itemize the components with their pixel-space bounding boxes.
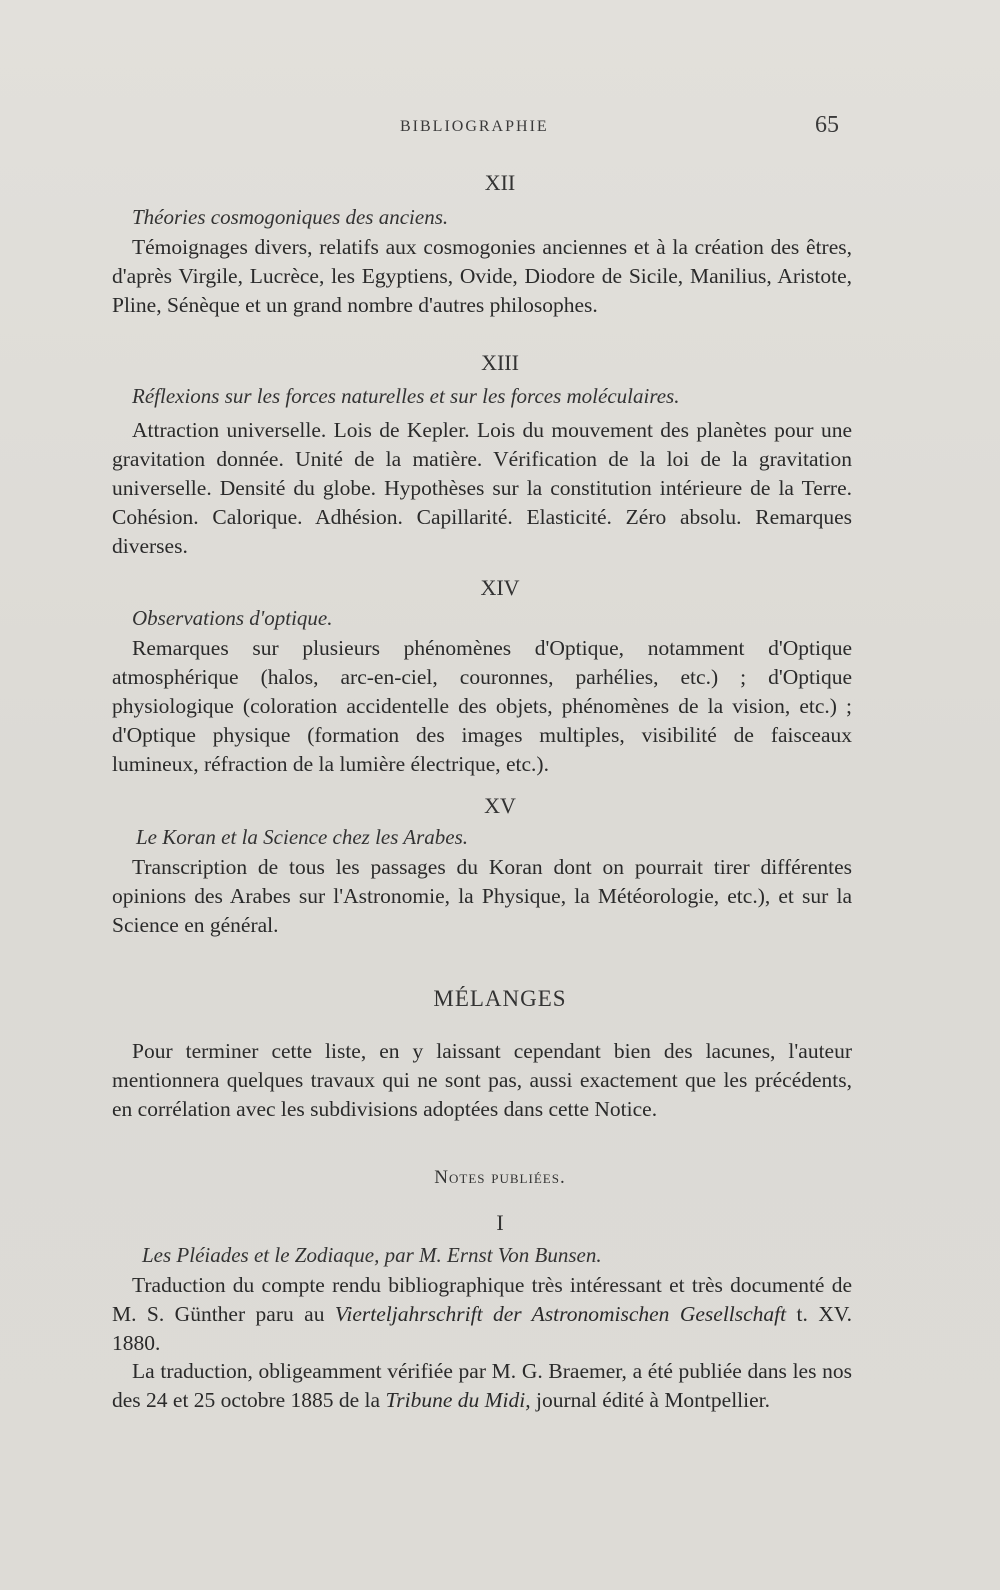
notes-p1-end: t. XV. 1880. [112,1302,852,1355]
section-title: Réflexions sur les forces naturelles et sur les forces moléculaires. [132,384,680,408]
notes-p2-text: La traduction, obligeamment vérifiée par M. G. Braemer, a été publiée dans les nos des 24 et 25 octobre 1885 de la [112,1359,852,1412]
melanges-intro: Pour terminer cette liste, en y laissant cependant bien des lacunes, l'auteur mentionnera quelques travaux qui ne sont pas, aussi exactement que les précédents, en corrélation avec les subdivisions adoptées dans cette Notice. [112,1039,852,1121]
notes-title: Les Pléiades et le Zodiaque, par M. Ernst Von Bunsen. [142,1243,602,1267]
section-paragraph: Attraction universelle. Lois de Kepler. Lois du mouvement des planètes pour une gravitation donnée. Unité de la matière. Vérification de la loi de la gravitation universelle. Densité du globe. Hypothèses sur la constitution intérieure de la Terre. Cohésion. Calorique. Adhésion. Capillarité. Elasticité. Zéro absolu. Remarques diverses. [112,418,852,558]
journal-title: Vierteljahrschrift der Astronomischen Gesellschaft [334,1302,787,1326]
notes-heading: Notes publiées. [434,1167,566,1188]
section-number: XII [484,170,516,195]
section-paragraph: Témoignages divers, relatifs aux cosmogonies anciennes et à la création des êtres, d'après Virgile, Lucrèce, les Egyptiens, Ovide, Diodore de Sicile, Manilius, Aristote, Pline, Sénèque et un grand nombre d'autres philosophes. [112,235,852,317]
section-title: Le Koran et la Science chez les Arabes. [136,825,469,849]
section-number: XIV [480,575,520,600]
notes-paragraph [112,1357,852,1415]
section-number: XIII [481,350,519,375]
notes-p2-end: journal édité à Montpellier. [530,1388,771,1412]
notes-p1-text: Traduction du compte rendu bibliographique très intéressant et très documenté de M. S. Günther paru au [112,1273,852,1326]
section-title: Observations d'optique. [132,606,333,630]
notes-paragraph [112,1271,852,1358]
running-title: BIBLIOGRAPHIE [400,118,549,135]
running-head [0,112,1000,142]
notes-number: I [496,1210,504,1235]
newspaper-title: Tribune du Midi, [385,1388,531,1412]
section-number: XV [484,793,516,818]
page-number: 65 [815,112,839,138]
section-paragraph: Remarques sur plusieurs phénomènes d'Optique, notamment d'Optique atmosphérique (halos, arc-en-ciel, couronnes, parhélies, etc.) ; d'Optique physiologique (coloration accidentelle des objets, phénomènes de la vision, etc.) ; d'Optique physique (formation des images multiples, visibilité de faisceaux lumineux, réfraction de la lumière électrique, etc.). [112,636,852,776]
section-paragraph: Transcription de tous les passages du Koran dont on pourrait tirer différentes opinions des Arabes sur l'Astronomie, la Physique, la Météorologie, etc.), et sur la Science en général. [112,855,852,937]
melanges-heading: MÉLANGES [433,986,567,1011]
section-title: Théories cosmogoniques des anciens. [132,205,449,229]
